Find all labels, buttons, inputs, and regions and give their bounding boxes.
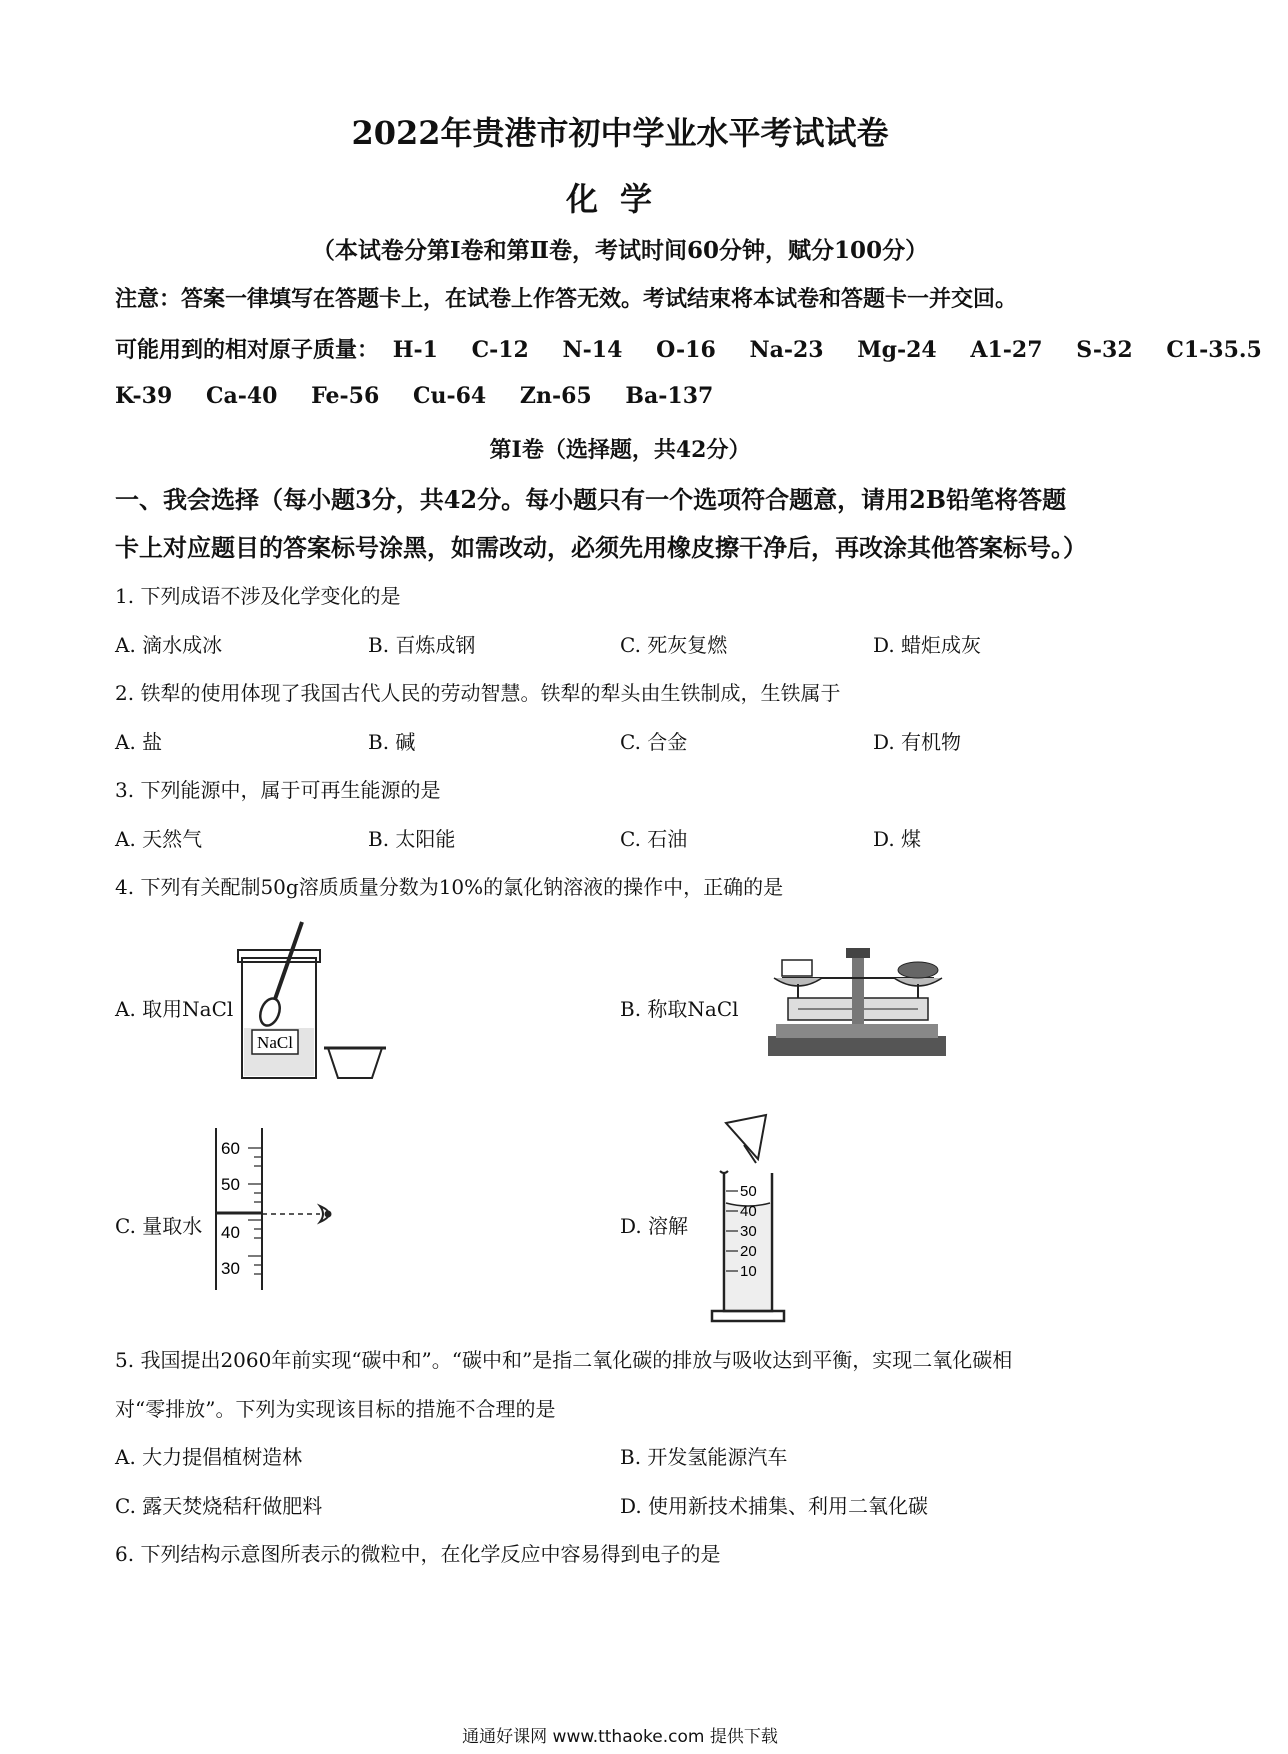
q2-option-d[interactable]: D. 有机物 [873,730,962,754]
mass-item: K-39 [115,383,173,409]
section-instructions-line-2: 卡上对应题目的答案标号涂黑，如需改动，必须先用橡皮擦干净后，再改涂其他答案标号。） [115,533,1087,562]
mass-item: Na-23 [749,337,824,363]
section-instructions-line-1: 一、我会选择（每小题3分，共42分。每小题只有一个选项符合题意，请用2B铅笔将答题 [115,485,1067,514]
balance-figure [768,948,948,1063]
dissolving-cylinder-figure [708,1115,798,1325]
q4-option-b[interactable]: B. 称取NaCl [620,997,739,1021]
mass-item: Fe-56 [311,383,380,409]
mass-item: Ca-40 [205,383,278,409]
atomic-masses-line-1 [115,333,1288,364]
tick-label: 50 [221,1175,240,1194]
tick-label: 30 [221,1259,240,1278]
mass-item: A1-27 [970,337,1043,363]
graduated-cylinder-reading-figure [210,1128,345,1293]
q5-option-c[interactable]: C. 露天焚烧秸秆做肥料 [115,1494,323,1518]
mass-item: Ba-137 [625,383,714,409]
question-4-stem: 4. 下列有关配制50g溶质质量分数为10%的氯化钠溶液的操作中，正确的是 [115,875,784,899]
q2-option-c[interactable]: C. 合金 [620,730,688,754]
subject-title: 化学 [565,180,674,218]
mass-item: Cu-64 [412,383,487,409]
tick-label: 10 [740,1263,757,1280]
q1-option-a[interactable]: A. 滴水成冰 [115,633,223,657]
q1-option-b[interactable]: B. 百炼成钢 [368,633,476,657]
q3-option-d[interactable]: D. 煤 [873,827,922,851]
question-5-stem-line-2: 对“零排放”。下列为实现该目标的措施不合理的是 [115,1397,556,1421]
atomic-masses-line-2 [115,383,739,409]
q1-option-d[interactable]: D. 蜡炬成灰 [873,633,982,657]
reagent-bottle-figure [232,918,392,1083]
q5-option-a[interactable]: A. 大力提倡植树造林 [115,1445,303,1469]
tick-label: 30 [740,1223,757,1240]
mass-item: H-1 [392,337,438,363]
q4-option-d[interactable]: D. 溶解 [620,1214,689,1238]
q4-option-a[interactable]: A. 取用NaCl [115,997,234,1021]
mass-item: C1-35.5 [1166,337,1262,363]
q2-option-a[interactable]: A. 盐 [115,730,163,754]
mass-item: Mg-24 [857,337,937,363]
notice: 注意：答案一律填写在答题卡上，在试卷上作答无效。考试结束将本试卷和答题卡一并交回。 [115,286,1018,312]
q5-option-b[interactable]: B. 开发氢能源汽车 [620,1445,788,1469]
tick-label: 40 [221,1223,240,1242]
question-6-stem: 6. 下列结构示意图所表示的微粒中，在化学反应中容易得到电子的是 [115,1542,721,1566]
page-footer: 通通好课网 www.tthaoke.com 提供下载 [462,1727,778,1747]
mass-item: N-14 [562,337,623,363]
question-3-stem: 3. 下列能源中，属于可再生能源的是 [115,778,441,802]
q3-option-c[interactable]: C. 石油 [620,827,688,851]
atomic-masses-label: 可能用到的相对原子质量： [115,337,380,363]
q5-option-d[interactable]: D. 使用新技术捕集、利用二氧化碳 [620,1494,929,1518]
exam-title: 2022年贵港市初中学业水平考试试卷 [351,114,889,152]
question-2-stem: 2. 铁犁的使用体现了我国古代人民的劳动智慧。铁犁的犁头由生铁制成，生铁属于 [115,681,841,705]
question-5-stem-line-1: 5. 我国提出2060年前实现“碳中和”。“碳中和”是指二氧化碳的排放与吸收达到平衡，实现二氧化碳相 [115,1348,1013,1372]
tick-label: 20 [740,1243,757,1260]
tick-label: 60 [221,1139,240,1158]
q4-option-c[interactable]: C. 量取水 [115,1214,203,1238]
bottle-label: NaCl [257,1033,293,1052]
section-heading: 第Ⅰ卷（选择题，共42分） [489,437,751,463]
mass-item: S-32 [1076,337,1133,363]
tick-label: 40 [740,1203,757,1220]
mass-item: Zn-65 [519,383,592,409]
question-1-stem: 1. 下列成语不涉及化学变化的是 [115,584,401,608]
mass-item: C-12 [471,337,529,363]
q2-option-b[interactable]: B. 碱 [368,730,416,754]
tick-label: 50 [740,1183,757,1200]
q3-option-b[interactable]: B. 太阳能 [368,827,456,851]
q1-option-c[interactable]: C. 死灰复燃 [620,633,728,657]
mass-item: O-16 [656,337,716,363]
q3-option-a[interactable]: A. 天然气 [115,827,203,851]
exam-note: （本试卷分第Ⅰ卷和第Ⅱ卷，考试时间60分钟，赋分100分） [311,237,929,264]
